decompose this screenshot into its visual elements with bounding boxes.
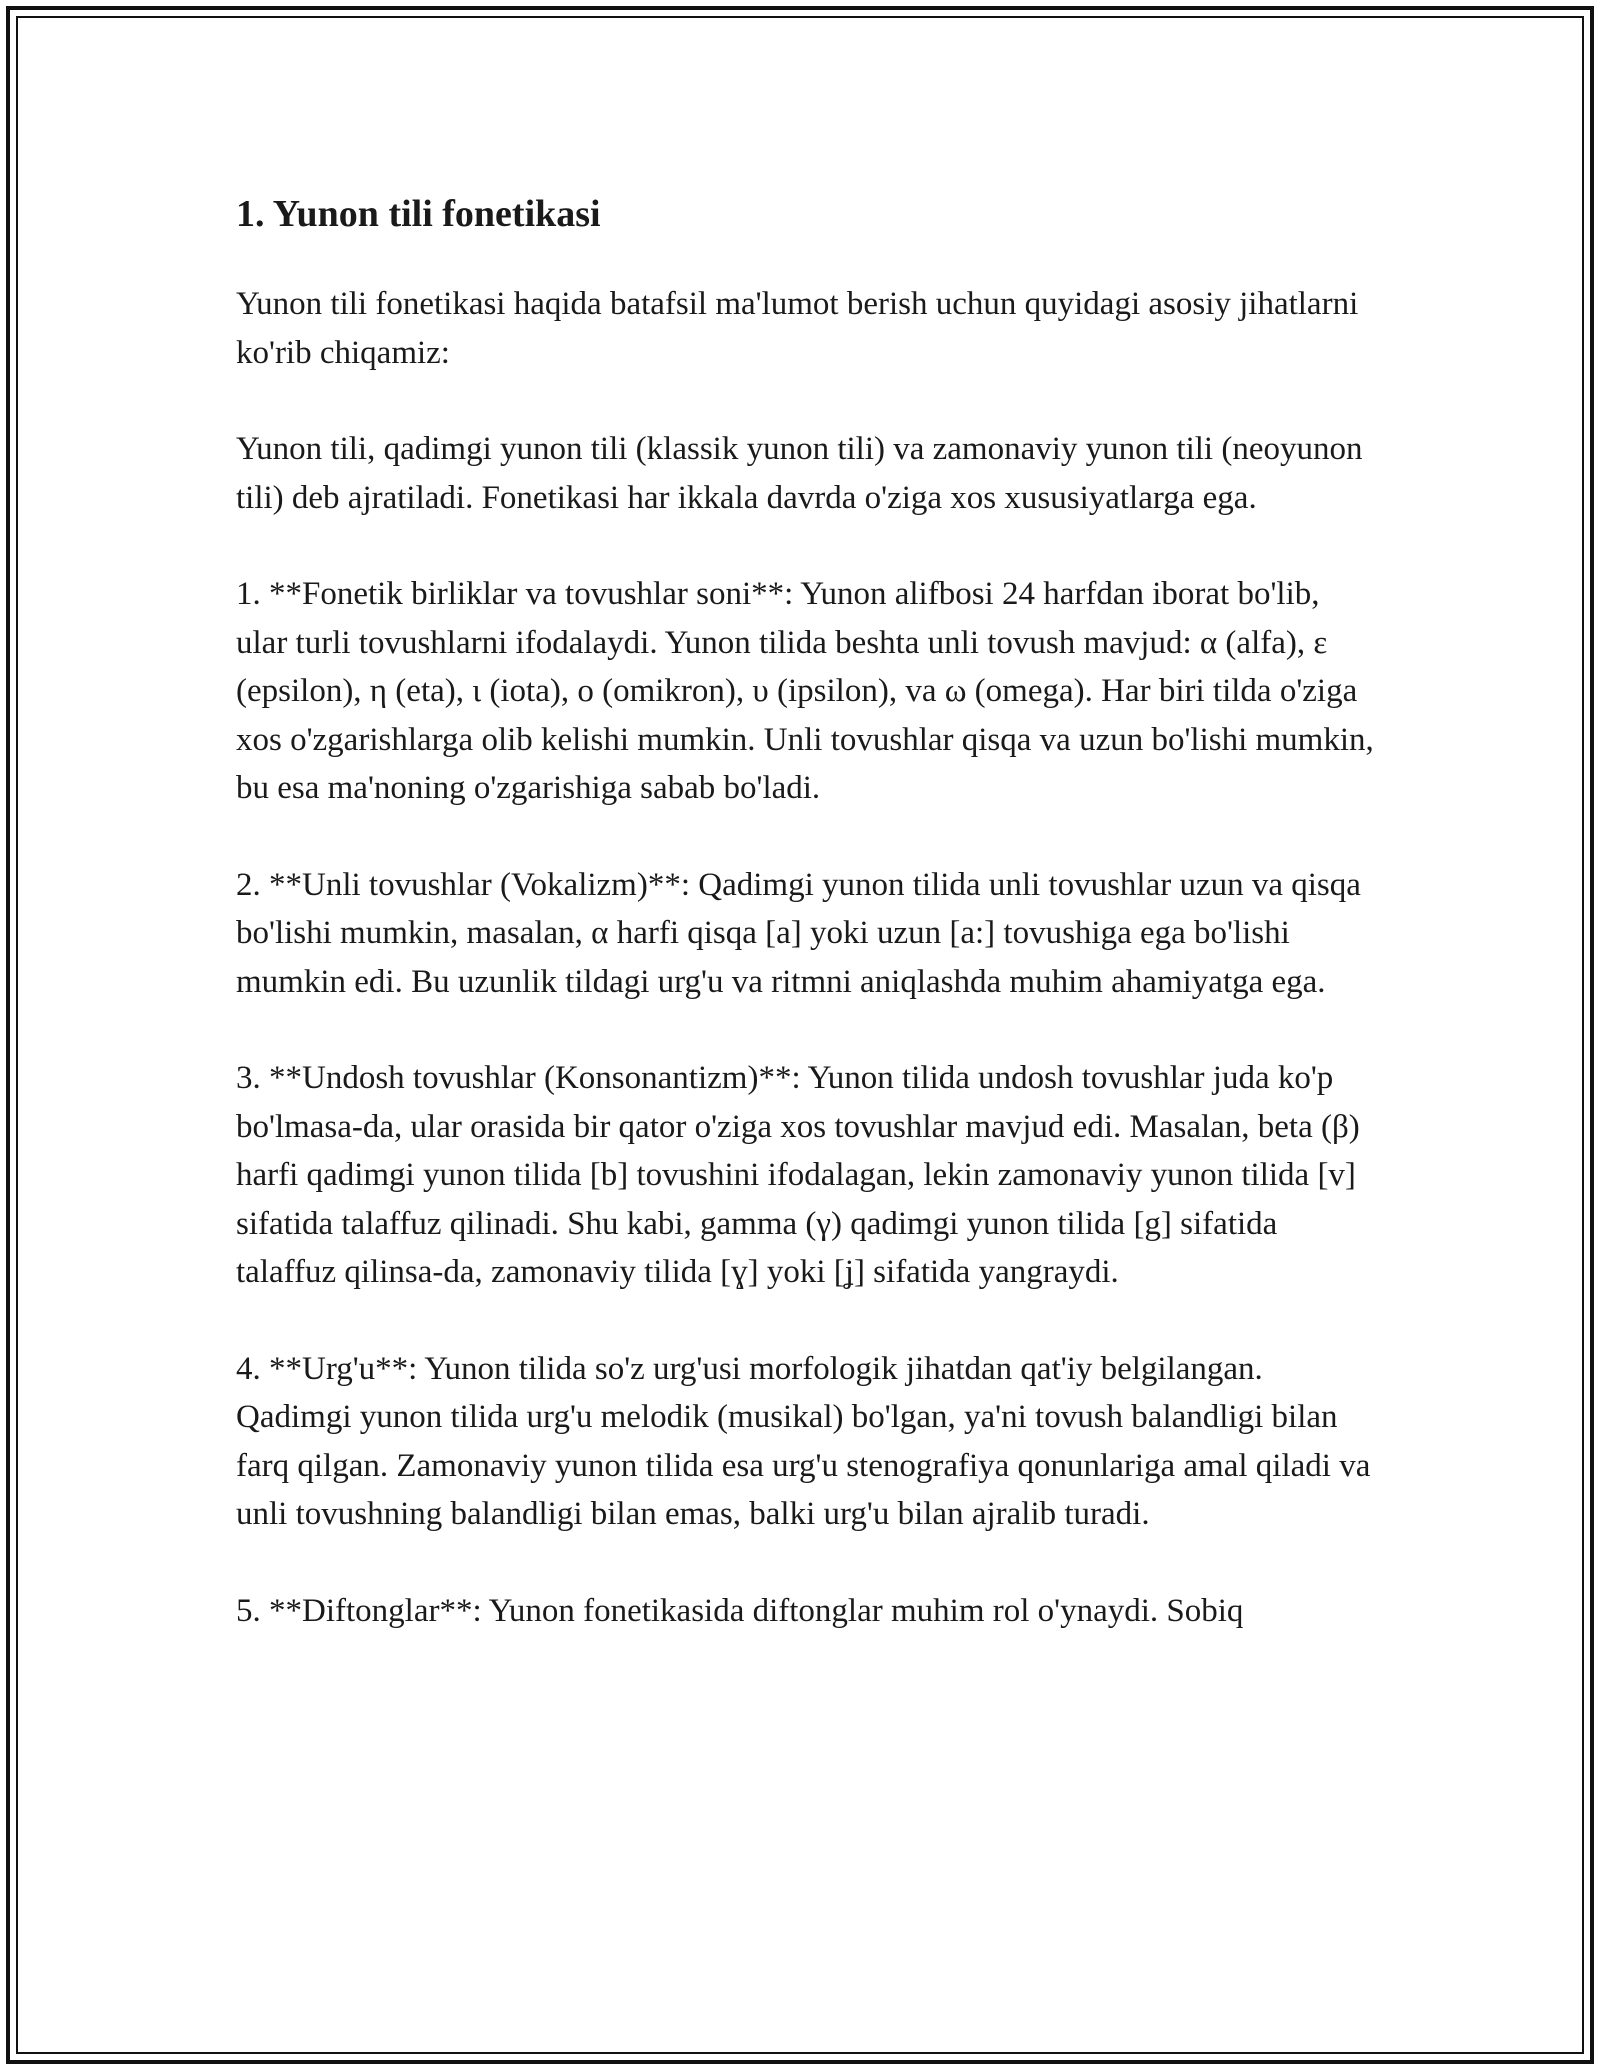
paragraph-diphthongs: 5. **Diftonglar**: Yunon fonetikasida diftonglar muhim rol o'ynaydi. Sobiq — [236, 1592, 1244, 1629]
paragraph-intro: Yunon tili fonetikasi haqida batafsil ma'lumot berish uchun quyidagi asosiy jihatlarni ko'rib chiqamiz: — [236, 286, 1359, 371]
paragraph-phonetic-units: 1. **Fonetik birliklar va tovushlar soni**: Yunon alifbosi 24 harfdan iborat bo'lib, ular turli tovushlarni ifodalaydi. Yunon tilida beshta unli tovush mavjud: α (alfa), ε (epsilon), η (eta), ι (iota), ο (omikron), υ (ipsilon), va ω (omega). Har biri tilda o'ziga xos o'zgarishlarga olib kelishi mumkin. Unli tovushlar qisqa va uzun bo'lishi mumkin, bu esa ma'noning o'zgarishiga sabab bo'ladi. — [236, 576, 1374, 806]
paragraph-vowels: 2. **Unli tovushlar (Vokalizm)**: Qadimgi yunon tilida unli tovushlar uzun va qisqa bo'lishi mumkin, masalan, α harfi qisqa [a] yoki uzun [a:] tovushiga ega bo'lishi mumkin edi. Bu uzunlik tildagi urg'u va ritmni aniqlashda muhim ahamiyatga ega. — [236, 866, 1361, 1000]
document-body — [236, 184, 1376, 1683]
paragraph-consonants: 3. **Undosh tovushlar (Konsonantizm)**: Yunon tilida undosh tovushlar juda ko'p bo'lmasa-da, ular orasida bir qator o'ziga xos tovushlar mavjud edi. Masalan, beta (β) harfi qadimgi yunon tilida [b] tovushini ifodalagan, lekin zamonaviy yunon tilida [v] sifatida talaffuz qilinadi. Shu kabi, gamma (γ) qadimgi yunon tilida [g] sifatida talaffuz qilinsa-da, zamonaviy tilida [ɣ] yoki [ʝ] sifatida yangraydi. — [236, 1060, 1360, 1290]
paragraph-overview: Yunon tili, qadimgi yunon tili (klassik yunon tili) va zamonaviy yunon tili (neoyunon tili) deb ajratiladi. Fonetikasi har ikkala davrda o'ziga xos xususiyatlarga ega. — [236, 431, 1363, 516]
document-title: 1. Yunon tili fonetikasi — [236, 193, 601, 235]
paragraph-stress: 4. **Urg'u**: Yunon tilida so'z urg'usi morfologik jihatdan qat'iy belgilangan. Qadimgi yunon tilida urg'u melodik (musikal) bo'lgan, ya'ni tovush balandligi bilan farq qilgan. Zamonaviy yunon tilida esa urg'u stenografiya qonunlariga amal qiladi va unli tovushning balandligi bilan emas, balki urg'u bilan ajralib turadi. — [236, 1350, 1371, 1532]
